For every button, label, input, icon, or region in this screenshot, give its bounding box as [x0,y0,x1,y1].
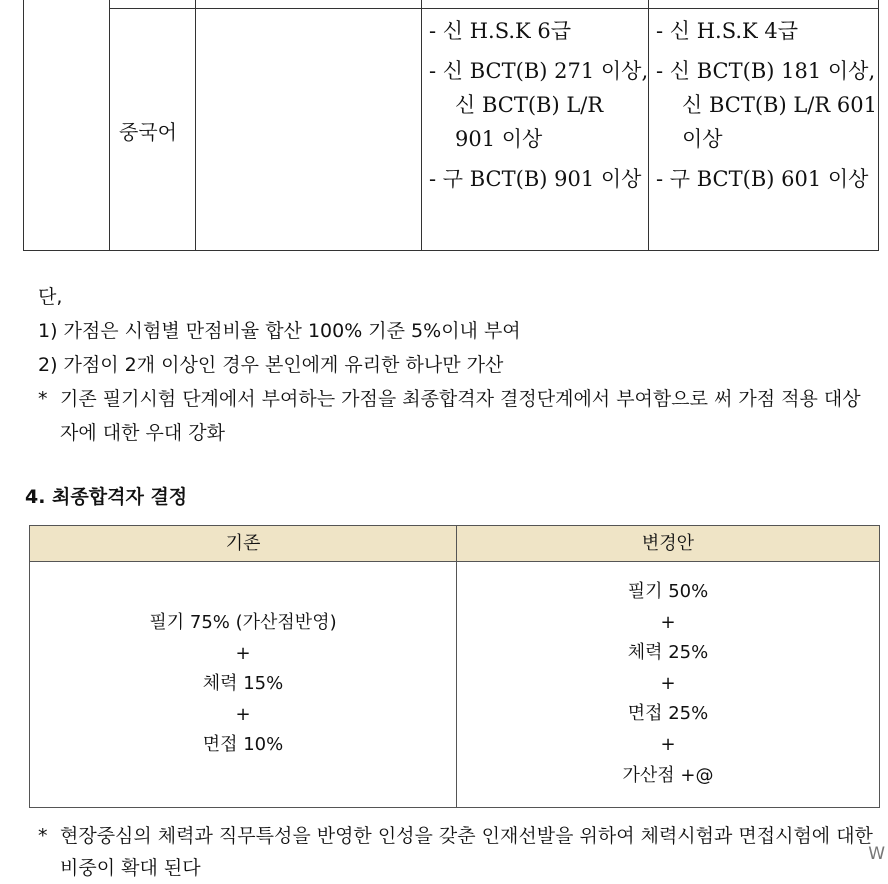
intermediate-qualification-cell [656,14,880,202]
weight-line: 면접 25% [627,703,709,725]
weight-line: + [660,611,676,633]
weight-line: 체력 15% [202,673,284,695]
weight-line: 체력 25% [627,642,709,664]
weight-line: + [660,733,676,755]
weight-line: + [660,672,676,694]
qualification-item: - 신 H.S.K 6급 [429,19,572,43]
note-star-text: 기존 필기시험 단계에서 부여하는 가점을 최종합격자 결정단계에서 부여함으로 써 가점 적용 대상자에 대한 우대 강화 [60,388,861,444]
footer-note-text: 현장중심의 체력과 직무특성을 반영한 인성을 갖춘 인재선발을 위하여 체력시험과 면접시험에 대한 비중이 확대 된다 [60,825,873,879]
section-title: 4. 최종합격자 결정 [25,486,188,508]
asterisk-mark: * [38,388,48,410]
weight-line: + [235,703,251,725]
note-item: 2) 가점이 2개 이상인 경우 본인에게 유리한 하나만 가산 [38,354,504,376]
note-star [38,382,878,450]
qualification-item: - 구 BCT(B) 901 이상 [429,167,642,191]
weight-line: 가산점 +@ [622,764,714,786]
advanced-qualification-cell [429,14,649,202]
weight-line: 면접 10% [202,734,284,756]
watermark-text: W [868,844,885,864]
table-col-divider [195,0,196,250]
qualification-item: - 신 BCT(B) 181 이상, 신 BCT(B) L/R 601 이상 [656,59,877,151]
qualification-item: - 구 BCT(B) 601 이상 [656,167,869,191]
note-item: 1) 가점은 시험별 만점비율 합산 100% 기준 5%이내 부여 [38,320,521,342]
header-existing: 기존 [225,533,261,554]
note-intro: 단, [38,286,63,308]
weight-line: 필기 75% (가산점반영) [149,612,337,633]
proposed-weights [457,577,879,791]
header-proposed: 변경안 [641,533,695,554]
bonus-notes [38,280,878,450]
language-cell: 중국어 [119,120,177,144]
table-col-divider [109,0,110,250]
decision-table [29,525,880,808]
qualification-item: - 신 H.S.K 4급 [656,19,799,43]
qualification-item: - 신 BCT(B) 271 이상, 신 BCT(B) L/R 901 이상 [429,59,649,151]
existing-weights [30,608,456,761]
asterisk-mark: * [38,825,48,847]
table-row-divider [109,8,878,9]
table-col-divider [421,0,422,250]
weight-line: + [235,642,251,664]
qualification-table [23,0,879,251]
weight-line: 필기 50% [627,581,709,602]
footer-note [38,820,878,884]
